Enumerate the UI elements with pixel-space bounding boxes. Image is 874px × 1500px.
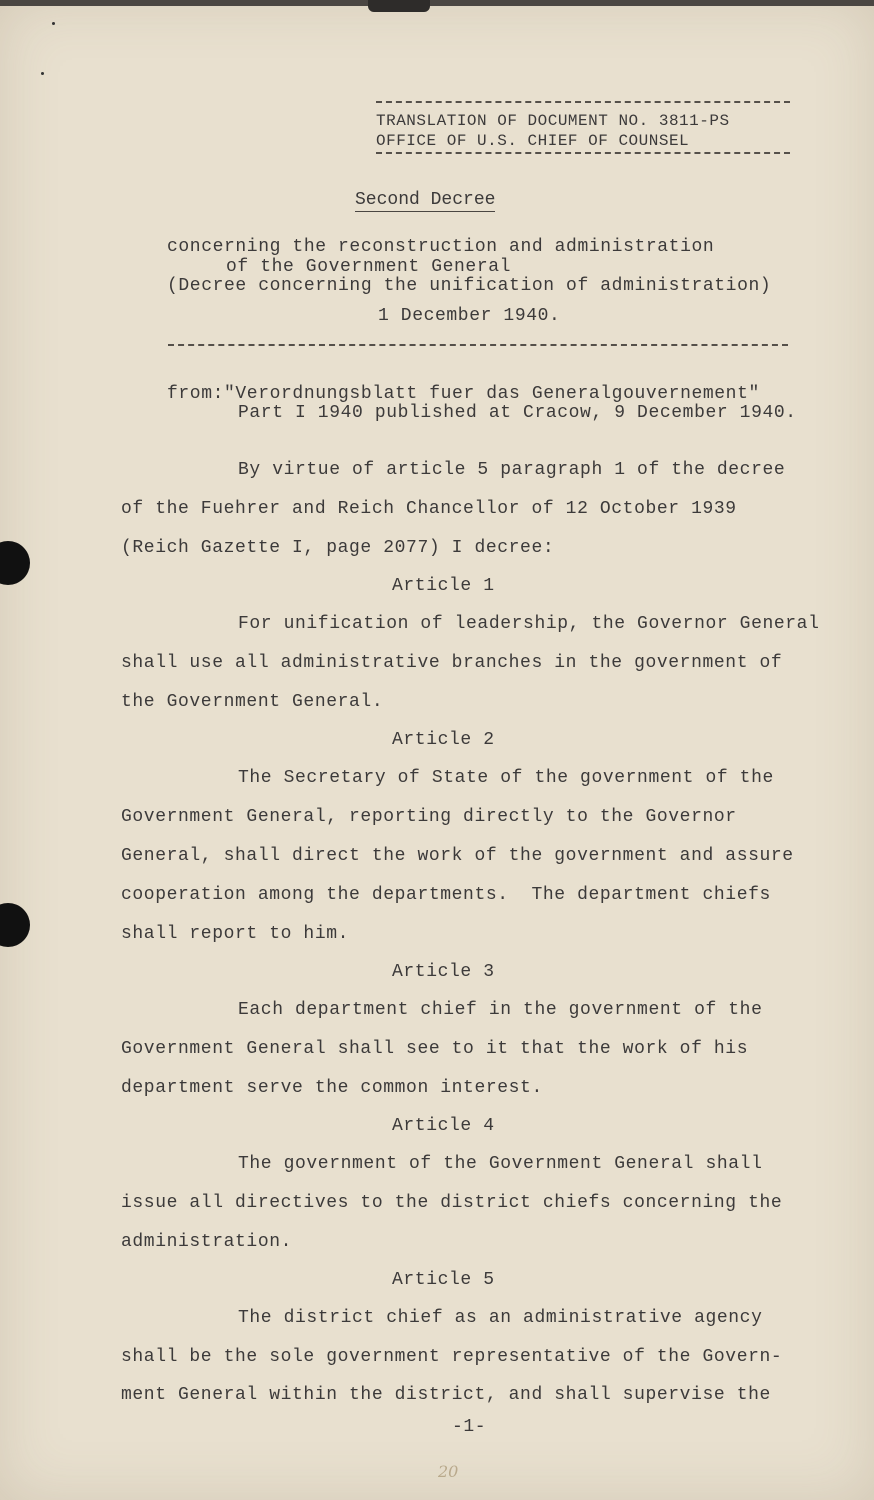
page-number: -1- xyxy=(452,1417,487,1437)
punch-hole-bottom xyxy=(0,903,30,947)
article-4-line-3: administration. xyxy=(121,1232,293,1252)
article-4-line-2: issue all directives to the district chiefs concerning the xyxy=(121,1193,783,1213)
article-5-line-3: ment General within the district, and shall supervise the xyxy=(121,1385,771,1405)
article-5-line-1: The district chief as an administrative agency xyxy=(238,1308,763,1328)
subtitle-line-3: (Decree concerning the unification of administration) xyxy=(167,276,772,296)
handwritten-note: 20 xyxy=(438,1462,459,1481)
source-line-1: from:"Verordnungsblatt fuer das Generalgouvernement" xyxy=(167,384,760,404)
section-dashed-rule xyxy=(168,344,788,346)
article-2-line-1: The Secretary of State of the government of the xyxy=(238,768,774,788)
article-5-heading: Article 5 xyxy=(392,1270,495,1290)
article-2-line-5: shall report to him. xyxy=(121,924,350,944)
scan-top-edge xyxy=(0,0,874,6)
decree-date: 1 December 1940. xyxy=(378,306,561,326)
article-3-heading: Article 3 xyxy=(392,962,495,982)
translation-line: TRANSLATION OF DOCUMENT NO. 3811-PS xyxy=(376,112,730,130)
article-1-line-1: For unification of leadership, the Governor General xyxy=(238,614,820,634)
scan-speck xyxy=(41,72,44,75)
document-title: Second Decree xyxy=(355,190,496,210)
subtitle-line-1: concerning the reconstruction and administration xyxy=(167,237,715,257)
subtitle-line-2: of the Government General xyxy=(226,257,512,277)
article-2-line-3: General, shall direct the work of the government and assure xyxy=(121,846,794,866)
preamble-line-3: (Reich Gazette I, page 2077) I decree: xyxy=(121,538,555,558)
preamble-line-1: By virtue of article 5 paragraph 1 of the decree xyxy=(238,460,786,480)
article-3-line-3: department serve the common interest. xyxy=(121,1078,543,1098)
article-1-line-3: the Government General. xyxy=(121,692,384,712)
article-2-line-2: Government General, reporting directly to the Governor xyxy=(121,807,737,827)
preamble-line-2: of the Fuehrer and Reich Chancellor of 12 October 1939 xyxy=(121,499,737,519)
punch-hole-top xyxy=(0,541,30,585)
header-dashed-rule-bottom xyxy=(376,152,790,154)
article-4-heading: Article 4 xyxy=(392,1116,495,1136)
article-4-line-1: The government of the Government General shall xyxy=(238,1154,763,1174)
binder-clip xyxy=(368,0,430,12)
article-5-line-2: shall be the sole government representative of the Govern- xyxy=(121,1347,783,1367)
office-line: OFFICE OF U.S. CHIEF OF COUNSEL xyxy=(376,132,690,150)
article-2-heading: Article 2 xyxy=(392,730,495,750)
article-1-heading: Article 1 xyxy=(392,576,495,596)
source-line-2: Part I 1940 published at Cracow, 9 December 1940. xyxy=(238,403,797,423)
article-3-line-1: Each department chief in the government of the xyxy=(238,1000,763,1020)
article-2-line-4: cooperation among the departments. The department chiefs xyxy=(121,885,771,905)
header-dashed-rule-top xyxy=(376,101,790,103)
article-1-line-2: shall use all administrative branches in the government of xyxy=(121,653,783,673)
scan-speck xyxy=(52,22,55,25)
article-3-line-2: Government General shall see to it that the work of his xyxy=(121,1039,749,1059)
